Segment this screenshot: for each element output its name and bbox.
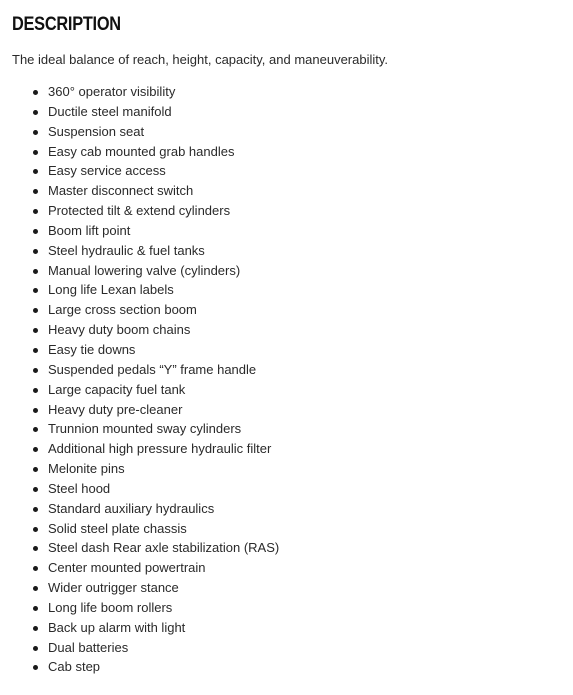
intro-text: The ideal balance of reach, height, capacity, and maneuverability. <box>12 52 389 67</box>
bullet-icon <box>33 90 38 95</box>
feature-list-item <box>12 400 279 420</box>
feature-text: Long life boom rollers <box>48 599 173 615</box>
bullet-icon <box>33 566 38 571</box>
feature-text: Easy tie downs <box>48 341 136 357</box>
section-heading: DESCRIPTION <box>12 14 121 35</box>
bullet-icon <box>33 546 38 551</box>
feature-text: Steel dash Rear axle stabilization (RAS) <box>48 540 280 556</box>
bullet-icon <box>33 110 38 115</box>
feature-text: Additional high pressure hydraulic filter <box>48 441 272 457</box>
feature-list-item <box>12 161 279 181</box>
feature-text: Suspension seat <box>48 123 145 139</box>
feature-text: Easy service access <box>48 163 166 179</box>
bullet-icon <box>33 447 38 452</box>
feature-list-item <box>12 320 279 340</box>
feature-list <box>12 82 279 677</box>
bullet-icon <box>33 130 38 135</box>
bullet-icon <box>33 388 38 393</box>
feature-text: Manual lowering valve (cylinders) <box>48 262 241 278</box>
feature-list-item <box>12 261 279 281</box>
feature-list-item <box>12 241 279 261</box>
feature-list-item <box>12 142 279 162</box>
feature-text: Heavy duty boom chains <box>48 322 191 338</box>
feature-list-item <box>12 280 279 300</box>
feature-text: Back up alarm with light <box>48 619 186 635</box>
feature-text: Suspended pedals “Y” frame handle <box>48 361 257 377</box>
feature-list-item <box>12 82 279 102</box>
feature-list-item <box>12 181 279 201</box>
feature-list-item <box>12 459 279 479</box>
bullet-icon <box>33 507 38 512</box>
feature-list-item <box>12 657 279 677</box>
feature-text: Protected tilt & extend cylinders <box>48 203 231 219</box>
feature-list-item <box>12 578 279 598</box>
bullet-icon <box>33 427 38 432</box>
bullet-icon <box>33 308 38 313</box>
bullet-icon <box>33 348 38 353</box>
bullet-icon <box>33 189 38 194</box>
bullet-icon <box>33 328 38 333</box>
feature-list-item <box>12 558 279 578</box>
feature-list-item <box>12 479 279 499</box>
feature-text: Master disconnect switch <box>48 183 194 199</box>
feature-text: Large capacity fuel tank <box>48 381 186 397</box>
bullet-icon <box>33 586 38 591</box>
feature-text: Standard auxiliary hydraulics <box>48 500 215 516</box>
bullet-icon <box>33 646 38 651</box>
feature-list-item <box>12 519 279 539</box>
bullet-icon <box>33 408 38 413</box>
feature-text: Dual batteries <box>48 639 129 655</box>
feature-text: Solid steel plate chassis <box>48 520 187 536</box>
bullet-icon <box>33 229 38 234</box>
feature-list-item <box>12 201 279 221</box>
bullet-icon <box>33 665 38 670</box>
feature-list-item <box>12 618 279 638</box>
feature-text: 360° operator visibility <box>48 84 176 99</box>
feature-list-item <box>12 340 279 360</box>
feature-list-item <box>12 221 279 241</box>
feature-text: Cab step <box>48 659 101 675</box>
bullet-icon <box>33 150 38 155</box>
feature-list-item <box>12 538 279 558</box>
feature-text: Center mounted powertrain <box>48 560 206 576</box>
feature-text: Melonite pins <box>48 461 125 477</box>
feature-text: Long life Lexan labels <box>48 282 174 298</box>
feature-text: Steel hydraulic & fuel tanks <box>48 242 205 258</box>
feature-list-item <box>12 419 279 439</box>
feature-text: Ductile steel manifold <box>48 103 172 119</box>
feature-list-item <box>12 102 279 122</box>
bullet-icon <box>33 487 38 492</box>
feature-list-item <box>12 300 279 320</box>
feature-list-item <box>12 638 279 658</box>
feature-list-item <box>12 598 279 618</box>
feature-list-item <box>12 380 279 400</box>
feature-text: Heavy duty pre-cleaner <box>48 401 183 417</box>
bullet-icon <box>33 249 38 254</box>
bullet-icon <box>33 368 38 373</box>
feature-text: Wider outrigger stance <box>48 580 179 596</box>
bullet-icon <box>33 626 38 631</box>
feature-text: Steel hood <box>48 480 111 496</box>
feature-text: Large cross section boom <box>48 302 197 318</box>
bullet-icon <box>33 606 38 611</box>
feature-text: Easy cab mounted grab handles <box>48 143 235 159</box>
bullet-icon <box>33 269 38 274</box>
feature-list-item <box>12 499 279 519</box>
feature-list-item <box>12 122 279 142</box>
bullet-icon <box>33 169 38 174</box>
bullet-icon <box>33 527 38 532</box>
bullet-icon <box>33 209 38 214</box>
feature-list-item <box>12 439 279 459</box>
bullet-icon <box>33 467 38 472</box>
bullet-icon <box>33 288 38 293</box>
feature-text: Trunnion mounted sway cylinders <box>48 421 242 437</box>
feature-text: Boom lift point <box>48 222 131 238</box>
feature-list-item <box>12 360 279 380</box>
